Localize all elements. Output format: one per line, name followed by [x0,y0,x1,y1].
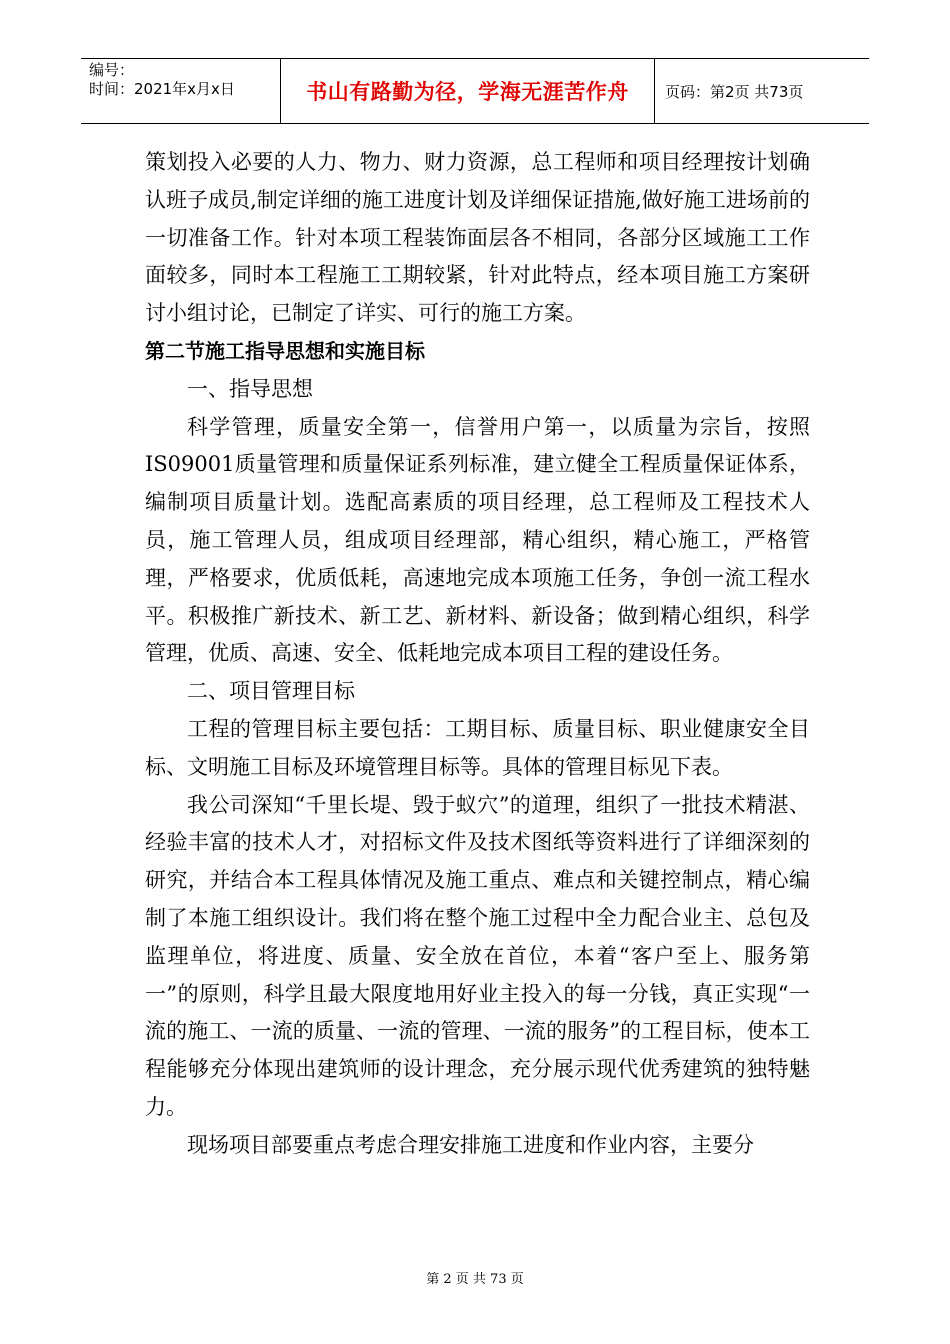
document-date: 时间：2021年x月x日 [89,80,235,98]
header-meta [81,59,281,123]
document-number-label: 编号： [89,61,135,79]
subsection-heading: 二、项目管理目标 [187,679,355,704]
paragraph: 现场项目部要重点考虑合理安排施工进度和作业内容，主要分 [187,1132,754,1157]
paragraph: 我公司深知“千里长堤、毁于蚁穴”的道理，组织了一批技术精湛、经验丰富的技术人才，对招标文件及技术图纸等资料进行了详细深刻的研究，并结合本工程具体情况及施工重点、难点和关键控制点，精心编制了本施工组织设计。我们将在整个施工过程中全力配合业主、总包及监理单位，将进度、质量、安全放在首位，本着“客户至上、服务第一”的原则，科学且最大限度地用好业主投入的每一分钱，真正实现“一流的施工、一流的质量、一流的管理、一流的服务”的工程目标，使本工程能够充分体现出建筑师的设计理念，充分展示现代优秀建筑的独特魅力。 [145,792,810,1119]
section-heading: 第二节施工指导思想和实施目标 [145,338,425,363]
page-footer: 第 2 页 共 73 页 [426,1272,524,1287]
document-body [145,144,810,1165]
subsection-heading: 一、指导思想 [187,376,313,401]
header-motto: 书山有路勤为径，学海无涯苦作舟 [281,59,655,123]
header-page-info: 页码：第2页 共73页 [665,82,804,101]
page-header [81,58,869,124]
paragraph: 工程的管理目标主要包括：工期目标、质量目标、职业健康安全目标、文明施工目标及环境管理目标等。具体的管理目标见下表。 [145,716,810,779]
paragraph: 科学管理，质量安全第一，信誉用户第一，以质量为宗旨，按照IS09001质量管理和质量保证系列标准，建立健全工程质量保证体系，编制项目质量计划。选配高素质的项目经理，总工程师及工程技术人员，施工管理人员，组成项目经理部，精心组织，精心施工，严格管理，严格要求，优质低耗，高速地完成本项施工任务，争创一流工程水平。积极推广新技术、新工艺、新材料、新设备；做到精心组织，科学管理，优质、高速、安全、低耗地完成本项目工程的建设任务。 [145,414,810,666]
paragraph: 策划投入必要的人力、物力、财力资源，总工程师和项目经理按计划确认班子成员,制定详细的施工进度计划及详细保证措施,做好施工进场前的一切准备工作。针对本项工程装饰面层各不相同，各部分区域施工工作面较多，同时本工程施工工期较紧，针对此特点，经本项目施工方案研讨小组讨论，已制定了详实、可行的施工方案。 [145,150,810,326]
